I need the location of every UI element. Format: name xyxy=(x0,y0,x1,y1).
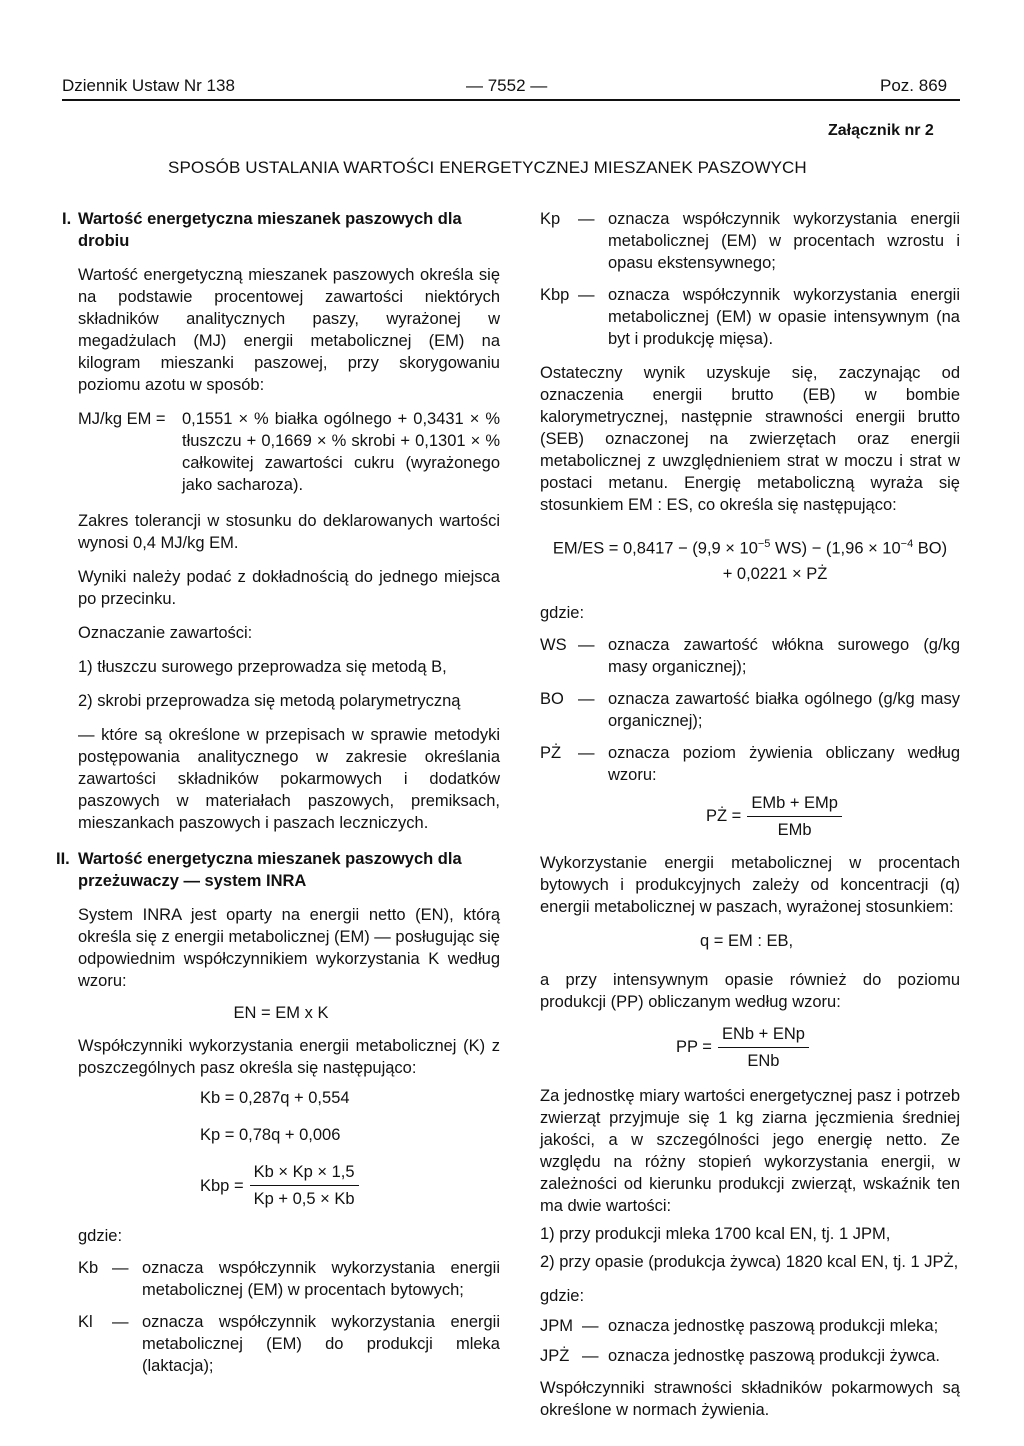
tolerance-text: Zakres tolerancji w stosunku do deklarowanych wartości wynosi 0,4 MJ/kg EM. xyxy=(78,512,500,552)
definition-term: WS xyxy=(540,635,567,654)
value-item-2-text: 2) przy opasie (produkcja żywca) 1820 kcal EN, tj. 1 JPŻ, xyxy=(540,1252,959,1271)
definition-jpm: JPM — oznacza jednostkę paszową produkcji mleka; xyxy=(540,1315,960,1337)
definition-term: Kl xyxy=(78,1313,93,1331)
em-es-exponent-2: −4 xyxy=(900,538,914,550)
em-es-part2: WS) − (1,96 × 10 xyxy=(770,539,901,558)
em-es-part3: BO) xyxy=(913,539,948,558)
mj-formula-body: 0,1551 × % białka ogólnego + 0,3431 × % tłuszczu + 0,1669 × % skrobi + 0,1301 × % całkowitej zawartości cukru (wyrażonego jako sacharoza). xyxy=(182,410,500,494)
definition-term: JPŻ xyxy=(540,1346,570,1365)
position-number: Poz. 869 xyxy=(880,76,948,95)
kbp-numerator: Kb × Kp × 1,5 xyxy=(250,1163,359,1186)
definition-jpz: JPŻ — oznacza jednostkę paszową produkcji żywca. xyxy=(540,1345,960,1367)
gdzie-label-right: gdzie: xyxy=(540,603,585,622)
usage-text: Wykorzystanie energii metabolicznej w procentach bytowych i produkcyjnych zależy od koncentracji (q) energii metabolicznej w paszach, wyrażonej stosunkiem: xyxy=(540,853,960,916)
value-item-2 xyxy=(540,1251,960,1273)
method-item-2: 2) skrobi przeprowadza się metodą polarymetryczną xyxy=(78,692,461,710)
unit-text: Za jednostkę miary wartości energetycznej pasz i potrzeb zwierząt przyjmuje się 1 kg ziarna jęczmienia średniej jakości, a w szczególności jego energię netto. Ze względu na różny stopień wykorzystania energii, w zależności od kierunku produkcji zwierząt, wskaźnik ten ma dwie wartości: xyxy=(540,1086,960,1215)
intensive-text: a przy intensywnym opasie również do poziomu produkcji (PP) obliczanym według wzoru: xyxy=(540,970,960,1011)
section-2-heading xyxy=(56,848,500,892)
section-1-heading-line2: drobiu xyxy=(78,232,130,250)
page-number: — 7552 — xyxy=(466,76,548,95)
value-item-1-text: 1) przy produkcji mleka 1700 kcal EN, tj. 1 JPM, xyxy=(540,1224,891,1243)
definition-text: oznacza współczynnik wykorzystania energii metabolicznej (EM) w procentach wzrostu i opasu ekstensywnego; xyxy=(608,210,960,272)
journal-name: Dziennik Ustaw Nr 138 xyxy=(62,76,235,95)
right-column xyxy=(540,208,960,1421)
definition-term: PŻ xyxy=(540,743,562,762)
definition-kl: Kl — oznacza współczynnik wykorzystania energii metabolicznej (EM) do produkcji mleka (laktacja); xyxy=(78,1313,500,1375)
definition-text: oznacza zawartość włókna surowego (g/kg masy organicznej); xyxy=(608,635,960,676)
kbp-denominator: Kp + 0,5 × Kb xyxy=(253,1190,355,1208)
definition-kbp: Kbp — oznacza współczynnik wykorzystania energii metabolicznej (EM) w opasie intensywnym (na byt i produkcję mięsa). xyxy=(540,286,960,348)
pz-numerator: EMb + EMp xyxy=(747,794,842,817)
method-note: — które są określone w przepisach w sprawie metodyki postępowania analitycznego w zakresie określania zawartości składników pokarmowych i dodatków paszowych w materiałach paszowych, premiksach, mieszankach paszowych i paszach leczniczych. xyxy=(78,726,500,832)
section-1-heading xyxy=(62,208,500,252)
document-title: SPOSÓB USTALANIA WARTOŚCI ENERGETYCZNEJ MIESZANEK PASZOWYCH xyxy=(168,158,807,177)
value-item-1 xyxy=(540,1223,960,1245)
pz-formula xyxy=(706,794,960,840)
definition-term: Kbp xyxy=(540,286,570,304)
definition-text: oznacza współczynnik wykorzystania energii metabolicznej (EM) do produkcji mleka (laktacja); xyxy=(142,1313,500,1375)
definition-term: Kb xyxy=(78,1259,99,1277)
header-rule xyxy=(62,99,960,101)
kp-formula: Kp = 0,78q + 0,006 xyxy=(200,1126,341,1144)
closing-text: Współczynniki strawności składników pokarmowych są określone w normach żywienia. xyxy=(540,1378,960,1419)
content-label: Oznaczanie zawartości: xyxy=(78,624,253,642)
final-result-text: Ostateczny wynik uzyskuje się, zaczynając od oznaczenia energii brutto (EB) w bombie kalorymetrycznej, następnie strawności energii brutto (SEB) oznaczonej na zwierzętach oraz energii metabolicznej z uwzględnieniem strat w moczu i strat w postaci metanu. Energię metaboliczną wyraża się stosunkiem EM : ES, co określa się następująco: xyxy=(540,364,960,514)
mj-formula-label: MJ/kg EM = xyxy=(78,410,166,428)
definition-kb: Kb — oznacza współczynnik wykorzystania energii metabolicznej (EM) w procentach bytowych; xyxy=(78,1259,500,1299)
definition-term: Kp xyxy=(540,210,561,228)
kbp-formula xyxy=(200,1163,500,1209)
section-2-intro: System INRA jest oparty na energii netto (EN), którą określa się z energii metabolicznej (EM) — posługując się odpowiednim współczynnikiem wykorzystania K według wzoru: xyxy=(78,906,500,990)
definition-text: oznacza współczynnik wykorzystania energii metabolicznej (EM) w opasie intensywnym (na byt i produkcję mięsa). xyxy=(608,286,960,348)
left-column xyxy=(56,208,500,1377)
section-1-number: I. xyxy=(62,210,72,228)
kbp-lhs: Kbp = xyxy=(200,1176,244,1195)
definition-bo: BO — oznacza zawartość białka ogólnego (g/kg masy organicznej); xyxy=(540,689,960,730)
annex-label: Załącznik nr 2 xyxy=(828,122,934,139)
section-1-heading-line1: Wartość energetyczna mieszanek paszowych dla xyxy=(78,210,462,228)
pp-formula xyxy=(676,1025,960,1071)
em-es-line2: + 0,0221 × PŻ xyxy=(722,564,828,583)
pz-lhs: PŻ = xyxy=(706,807,742,825)
section-2-number: II. xyxy=(56,850,70,868)
definition-text: oznacza jednostkę paszową produkcji żywca. xyxy=(608,1346,941,1365)
gdzie-label-right-2: gdzie: xyxy=(540,1286,585,1305)
definition-text: oznacza współczynnik wykorzystania energii metabolicznej (EM) w procentach bytowych; xyxy=(142,1259,500,1299)
definition-text: oznacza jednostkę paszową produkcji mleka; xyxy=(608,1316,939,1335)
pp-lhs: PP = xyxy=(676,1038,712,1056)
method-item-1: 1) tłuszczu surowego przeprowadza się metodą B, xyxy=(78,658,447,676)
pp-numerator: ENb + ENp xyxy=(718,1025,809,1048)
gdzie-label-left: gdzie: xyxy=(78,1227,123,1245)
section-2-heading-line1: Wartość energetyczna mieszanek paszowych dla xyxy=(78,850,462,868)
section-2-heading-line2: przeżuwaczy — system INRA xyxy=(78,872,307,890)
section-1-intro: Wartość energetyczną mieszanek paszowych określa się na podstawie procentowej zawartości niektórych składników analitycznych paszy, wyrażonej w megadżulach (MJ) energii metabolicznej (EM) na kilogram mieszanki paszowej, przy skorygowaniu poziomu azotu w sposób: xyxy=(78,266,500,394)
pz-denominator: EMb xyxy=(777,820,812,839)
definition-ws: WS — oznacza zawartość włókna surowego (g/kg masy organicznej); xyxy=(540,635,960,676)
em-es-formula xyxy=(540,538,960,584)
precision-text: Wyniki należy podać z dokładnością do jednego miejsca po przecinku. xyxy=(78,568,500,608)
em-es-exponent-1: −5 xyxy=(757,538,771,550)
en-formula: EN = EM x K xyxy=(233,1004,329,1022)
pp-denominator: ENb xyxy=(747,1051,780,1070)
definition-pz: PŻ — oznacza poziom żywienia obliczany według wzoru: xyxy=(540,743,960,784)
definition-term: BO xyxy=(540,689,564,708)
definition-kp: Kp — oznacza współczynnik wykorzystania energii metabolicznej (EM) w procentach wzrostu i opasu ekstensywnego; xyxy=(540,210,960,272)
em-es-part1: EM/ES = 0,8417 − (9,9 × 10 xyxy=(552,539,758,558)
q-formula: q = EM : EB, xyxy=(700,931,794,950)
definition-text: oznacza poziom żywienia obliczany według wzoru: xyxy=(608,743,960,784)
kb-formula: Kb = 0,287q + 0,554 xyxy=(200,1089,350,1107)
coefficient-intro: Współczynniki wykorzystania energii metabolicznej (K) z poszczególnych pasz określa się następująco: xyxy=(78,1037,500,1077)
definition-term: JPM xyxy=(540,1316,573,1335)
mj-formula xyxy=(78,408,500,496)
definition-text: oznacza zawartość białka ogólnego (g/kg masy organicznej); xyxy=(608,689,960,730)
